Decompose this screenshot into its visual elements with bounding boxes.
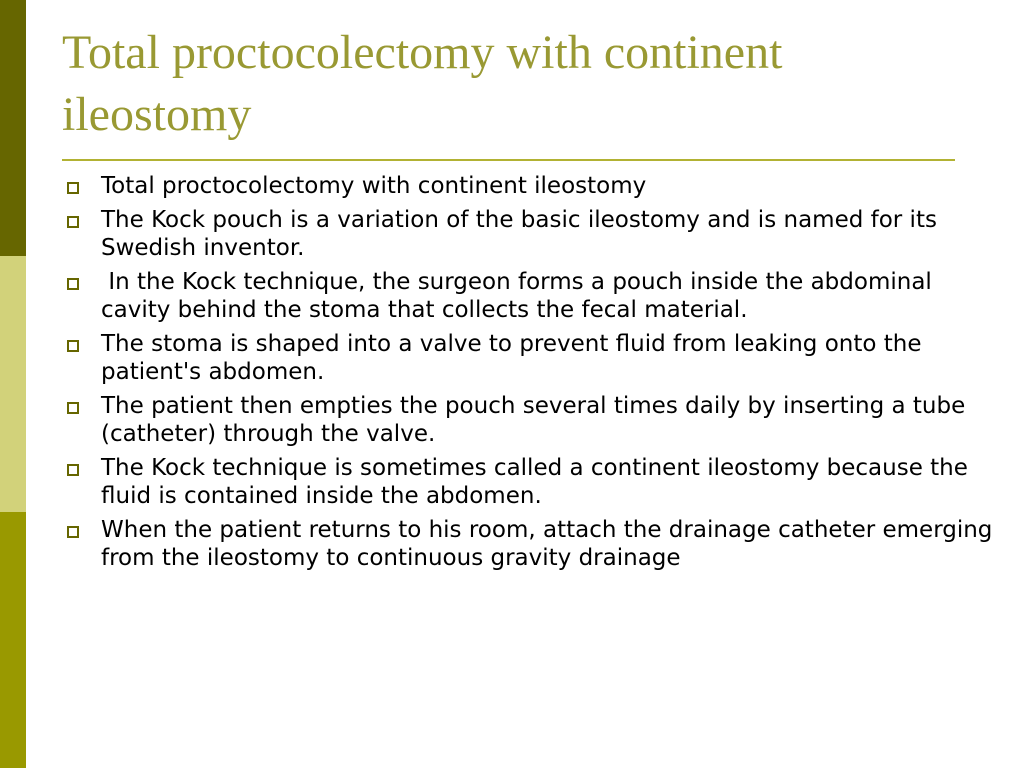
sidebar-accent-bottom [0,512,26,768]
hollow-square-bullet-icon [67,464,79,476]
bullet-text: Total proctocolectomy with continent ileostomy [101,173,647,199]
sidebar-accent-top [0,0,26,256]
sidebar-accent-middle [0,256,26,512]
bullet-text: When the patient returns to his room, attach the drainage catheter emerging from the ileostomy to continuous gravity drainage [101,517,993,571]
bullet-item [62,206,997,262]
hollow-square-bullet-icon [67,216,79,228]
hollow-square-bullet-icon [67,340,79,352]
bullet-item [62,454,997,510]
slide-title: Total proctocolectomy with continent ileostomy [62,26,783,141]
bullet-item [62,268,997,324]
bullet-item [62,330,997,386]
bullet-item [62,392,997,448]
title-divider [62,159,955,161]
bullet-text: The patient then empties the pouch several times daily by inserting a tube (catheter) through the valve. [101,393,966,447]
bullet-text: In the Kock technique, the surgeon forms a pouch inside the abdominal cavity behind the stoma that collects the fecal material. [101,269,940,323]
hollow-square-bullet-icon [67,278,79,290]
bullet-item [62,516,997,572]
bullet-text: The Kock pouch is a variation of the basic ileostomy and is named for its Swedish inventor. [101,207,937,261]
hollow-square-bullet-icon [67,526,79,538]
bullet-text: The stoma is shaped into a valve to prevent fluid from leaking onto the patient's abdomen. [101,331,922,385]
hollow-square-bullet-icon [67,402,79,414]
hollow-square-bullet-icon [67,182,79,194]
bullet-list [62,172,997,578]
bullet-text: The Kock technique is sometimes called a continent ileostomy because the fluid is contained inside the abdomen. [101,455,968,509]
bullet-item [62,172,997,200]
